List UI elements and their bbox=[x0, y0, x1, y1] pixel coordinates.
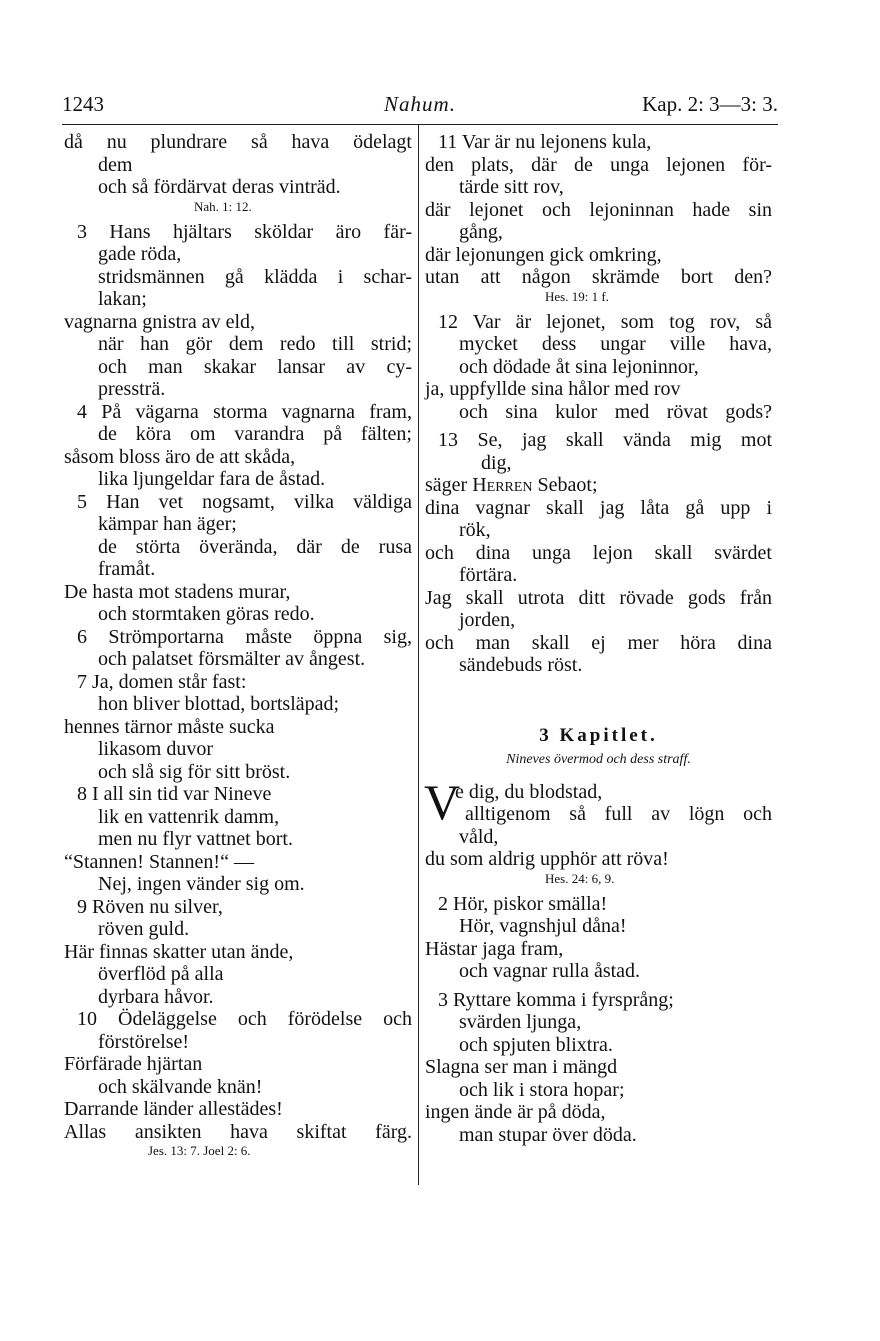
text-line: när han gör dem redo till strid; bbox=[98, 333, 412, 355]
chapter-opening bbox=[424, 773, 772, 849]
text-line: gång, bbox=[459, 221, 503, 243]
text-line: dyrbara håvor. bbox=[98, 985, 214, 1008]
verse-line: 10 Ödeläggelse och förödelse och bbox=[77, 1008, 412, 1030]
verse-line: 13 Se, jag skall vända mig mot bbox=[438, 429, 772, 451]
text-line: överflöd på alla bbox=[98, 963, 224, 985]
text-line: sändebuds röst. bbox=[459, 654, 583, 676]
text-line: såsom bloss äro de att skåda, bbox=[64, 445, 296, 468]
text-line: e dig, du blodstad, bbox=[455, 780, 603, 803]
verse-line: 7 Ja, domen står fast: bbox=[77, 670, 247, 693]
text-line: och vagnar rulla åstad. bbox=[459, 960, 641, 982]
text-fragment: säger bbox=[425, 474, 468, 496]
text-line: och dödade åt sina lejoninnor, bbox=[459, 355, 699, 378]
text-line: utan att någon skrämde bort den? bbox=[425, 266, 772, 288]
text-line: och skälvande knän! bbox=[98, 1075, 263, 1098]
verse-line: 2 Hör, piskor smälla! bbox=[438, 892, 608, 915]
text-line: ja, uppfyllde sina hålor med rov bbox=[425, 378, 681, 400]
verse-line: 11 Var är nu lejonens kula, bbox=[438, 131, 652, 153]
text-line: och så fördärvat deras vinträd. bbox=[98, 176, 341, 198]
column-divider bbox=[418, 125, 419, 1185]
text-line: Nej, ingen vänder sig om. bbox=[98, 873, 305, 895]
text-line: och slå sig för sitt bröst. bbox=[98, 760, 291, 783]
text-line: stridsmännen gå klädda i schar- bbox=[98, 265, 412, 288]
text-line: hennes tärnor måste sucka bbox=[64, 715, 275, 738]
text-line: rök, bbox=[459, 519, 491, 541]
text-line: “Stannen! Stannen!“ — bbox=[64, 850, 254, 873]
text-line: vagnarna gnistra av eld, bbox=[64, 310, 256, 333]
verse-line: 4 På vägarna storma vagnarna fram, bbox=[77, 400, 412, 423]
text-line: Allas ansikten hava skiftat färg. bbox=[64, 1120, 412, 1143]
text-line: där lejonungen gick omkring, bbox=[425, 243, 662, 266]
cross-reference: Hes. 19: 1 f. bbox=[545, 288, 609, 304]
verse-line: 3 Hans hjältars sköldar äro fär- bbox=[77, 220, 412, 243]
verse-line: 9 Röven nu silver, bbox=[77, 895, 223, 918]
page-number: 1243 bbox=[62, 92, 104, 116]
text-line: Förfärade hjärtan bbox=[64, 1053, 203, 1075]
text-line: våld, bbox=[459, 825, 499, 848]
cross-reference: Hes. 24: 6, 9. bbox=[545, 870, 615, 886]
text-line: hon bliver blottad, bortsläpad; bbox=[98, 693, 340, 715]
text-line: svärden ljunga, bbox=[459, 1011, 582, 1033]
text-line: förtära. bbox=[459, 564, 518, 586]
text-line: och lik i stora hopar; bbox=[459, 1078, 625, 1101]
text-line: lik en vattenrik damm, bbox=[98, 805, 280, 828]
text-line: Slagna ser man i mängd bbox=[425, 1056, 618, 1078]
header-rule bbox=[62, 124, 778, 125]
chapter-heading: 3 Kapitlet. bbox=[539, 724, 658, 746]
text-line: och man skakar lansar av cy- bbox=[98, 355, 412, 378]
text-line: och palatset försmälter av ångest. bbox=[98, 648, 366, 670]
verse-line: 3 Ryttare komma i fyrsprång; bbox=[438, 988, 674, 1011]
text-line: man stupar över döda. bbox=[459, 1123, 637, 1146]
text-line: kämpar han äger; bbox=[98, 513, 237, 535]
chapter-reference: Kap. 2: 3—3: 3. bbox=[642, 92, 778, 116]
text-line: och man skall ej mer höra dina bbox=[425, 631, 772, 654]
text-line: jorden, bbox=[459, 609, 516, 631]
text-line: ingen ände är på döda, bbox=[425, 1101, 606, 1123]
text-line: och dina unga lejon skall svärdet bbox=[425, 541, 772, 564]
text-line: tärde sitt rov, bbox=[459, 176, 564, 198]
text-line: framåt. bbox=[98, 558, 156, 580]
text-line: Här finnas skatter utan ände, bbox=[64, 940, 294, 963]
left-column bbox=[64, 131, 412, 1165]
text-line: där lejonet och lejoninnan hade sin bbox=[425, 198, 772, 221]
verse-line: 8 I all sin tid var Nineve bbox=[77, 783, 272, 805]
page-header bbox=[62, 92, 778, 122]
text-line: Hästar jaga fram, bbox=[425, 937, 564, 960]
text-line: röven guld. bbox=[98, 918, 190, 940]
verse-line: 6 Strömportarna måste öppna sig, bbox=[77, 625, 412, 648]
verse-line: 5 Han vet nogsamt, vilka väldiga bbox=[77, 490, 412, 513]
right-column bbox=[425, 131, 772, 1146]
text-line: dig, bbox=[481, 451, 512, 474]
cross-reference: Nah. 1: 12. bbox=[194, 198, 252, 214]
text-line: de köra om varandra på fälten; bbox=[98, 423, 412, 445]
text-line: förstörelse! bbox=[98, 1030, 190, 1053]
text-line: du som aldrig upphör att röva! bbox=[425, 848, 669, 870]
text-line: dina vagnar skall jag låta gå upp i bbox=[425, 496, 772, 519]
text-line: men nu flyr vattnet bort. bbox=[98, 828, 293, 850]
text-line: de störta överända, där de rusa bbox=[98, 535, 412, 558]
text-line: Jag skall utrota ditt rövade gods från bbox=[425, 586, 772, 609]
cross-reference: Jes. 13: 7. Joel 2: 6. bbox=[148, 1143, 251, 1158]
text-line: då nu plundrare så hava ödelagt bbox=[64, 131, 412, 153]
chapter-subtitle: Nineves övermod och dess straff. bbox=[506, 751, 691, 767]
text-line: och stormtaken göras redo. bbox=[98, 603, 315, 625]
text-line: gade röda, bbox=[98, 243, 182, 265]
text-line: och sina kulor med rövat gods? bbox=[459, 400, 772, 423]
text-line: Darrande länder allestädes! bbox=[64, 1098, 283, 1120]
text-line: alltigenom så full av lögn och bbox=[465, 803, 772, 825]
text-line: mycket dess ungar ville hava, bbox=[459, 333, 772, 355]
text-line: De hasta mot stadens murar, bbox=[64, 580, 291, 603]
text-line: den plats, där de unga lejonen för- bbox=[425, 153, 772, 176]
text-line: Hör, vagnshjul dåna! bbox=[459, 915, 627, 937]
divine-name: Herren bbox=[472, 474, 533, 496]
text-line: likasom duvor bbox=[98, 738, 213, 760]
text-fragment: Sebaot; bbox=[537, 474, 598, 496]
text-line: dem bbox=[98, 153, 133, 176]
book-title: Nahum. bbox=[384, 92, 456, 116]
text-line: lika ljungeldar fara de åstad. bbox=[98, 468, 326, 490]
text-line: lakan; bbox=[98, 288, 147, 310]
text-line: pressträ. bbox=[98, 378, 166, 400]
text-line: och spjuten blixtra. bbox=[459, 1033, 613, 1056]
text-line bbox=[425, 474, 772, 497]
verse-line: 12 Var är lejonet, som tog rov, så bbox=[438, 310, 772, 333]
drop-cap: V bbox=[424, 773, 461, 830]
